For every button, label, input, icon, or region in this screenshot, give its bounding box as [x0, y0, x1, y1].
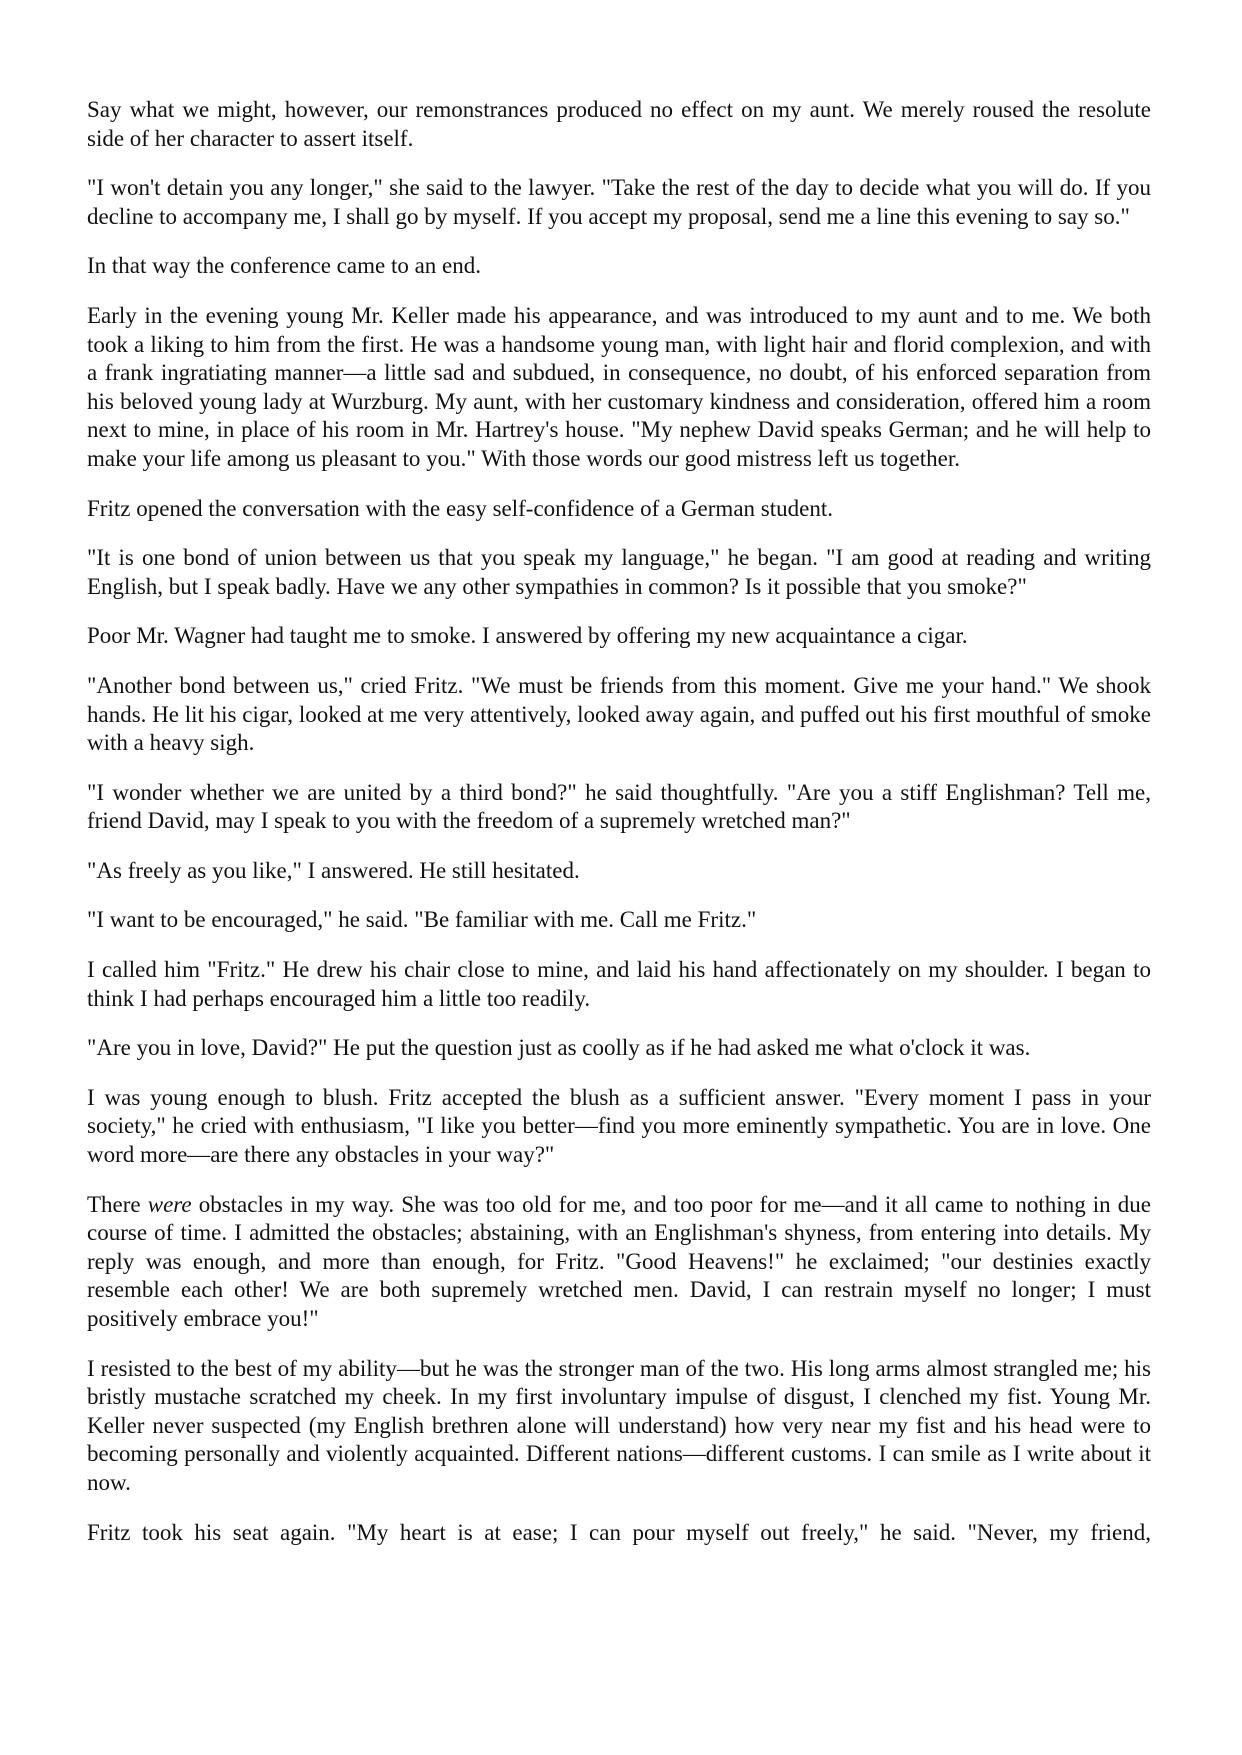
paragraph	[87, 1191, 1151, 1334]
paragraph: Fritz opened the conversation with the easy self-confidence of a German student.	[87, 495, 833, 521]
paragraph: "As freely as you like," I answered. He still hesitated.	[87, 857, 580, 883]
paragraph: Poor Mr. Wagner had taught me to smoke. I answered by offering my new acquaintance a cigar.	[87, 623, 968, 649]
paragraph: "It is one bond of union between us that you speak my language," he began. "I am good at reading and writing English, but I speak badly. Have we any other sympathies in common? Is it possible that you smoke?"	[87, 545, 1151, 599]
paragraph-text-end: obstacles in my way. She was too old for me, and too poor for me—and it all came to nothing in due course of time. I admitted the obstacles; abstaining, with an Englishman's shyness, from entering into details. My reply was enough, and more than enough, for Fritz. "Good Heavens!" he exclaimed; "our destinies exactly resemble each other! We are both supremely wretched men. David, I can restrain myself no longer; I must positively embrace you!"	[87, 1191, 1151, 1331]
paragraph: "I want to be encouraged," he said. "Be familiar with me. Call me Fritz."	[87, 907, 757, 933]
paragraph: Fritz took his seat again. "My heart is at ease; I can pour myself out freely," he said. "Never, my friend,	[87, 1519, 1151, 1545]
paragraph: "I won't detain you any longer," she said to the lawyer. "Take the rest of the day to decide what you will do. If you decline to accompany me, I shall go by myself. If you accept my proposal, send me a line this evening to say so."	[87, 175, 1151, 229]
document-page	[87, 96, 1151, 1547]
paragraph: "I wonder whether we are united by a third bond?" he said thoughtfully. "Are you a stiff Englishman? Tell me, friend David, may I speak to you with the freedom of a supremely wretched man?"	[87, 779, 1151, 834]
paragraph-text-start: There	[87, 1191, 148, 1217]
paragraph: Early in the evening young Mr. Keller made his appearance, and was introduced to my aunt and to me. We both took a liking to him from the first. He was a handsome young man, with light hair and florid complexion, and with a frank ingratiating manner—a little sad and subdued, in consequence, no doubt, of his enforced separation from his beloved young lady at Wurzburg. My aunt, with her customary kindness and consideration, offered him a room next to mine, in place of his room in Mr. Hartrey's house. "My nephew David speaks German; and he will help to make your life among us pleasant to you." With those words our good mistress left us together.	[87, 302, 1151, 471]
paragraph: I was young enough to blush. Fritz accepted the blush as a sufficient answer. "Every moment I pass in your society," he cried with enthusiasm, "I like you better—find you more eminently sympathetic. You are in love. One word more—are there any obstacles in your way?"	[87, 1084, 1151, 1168]
emphasized-word: were	[147, 1191, 192, 1217]
paragraph: "Another bond between us," cried Fritz. "We must be friends from this moment. Give me your hand." We shook hands. He lit his cigar, looked at me very attentively, looked away again, and puffed out his first mouthful of smoke with a heavy sigh.	[87, 672, 1151, 756]
paragraph: I resisted to the best of my ability—but he was the stronger man of the two. His long arms almost strangled me; his bristly mustache scratched my cheek. In my first involuntary impulse of disgust, I clenched my fist. Young Mr. Keller never suspected (my English brethren alone will understand) how very near my fist and his head were to becoming personally and violently acquainted. Different nations—different customs. I can smile as I write about it now.	[87, 1355, 1151, 1495]
paragraph: I called him "Fritz." He drew his chair close to mine, and laid his hand affectionately on my shoulder. I began to think I had perhaps encouraged him a little too readily.	[87, 957, 1151, 1011]
paragraph: Say what we might, however, our remonstrances produced no effect on my aunt. We merely roused the resolute side of her character to assert itself.	[87, 97, 1151, 151]
paragraph: "Are you in love, David?" He put the question just as coolly as if he had asked me what o'clock it was.	[87, 1035, 1031, 1061]
paragraph: In that way the conference came to an end.	[87, 253, 481, 279]
